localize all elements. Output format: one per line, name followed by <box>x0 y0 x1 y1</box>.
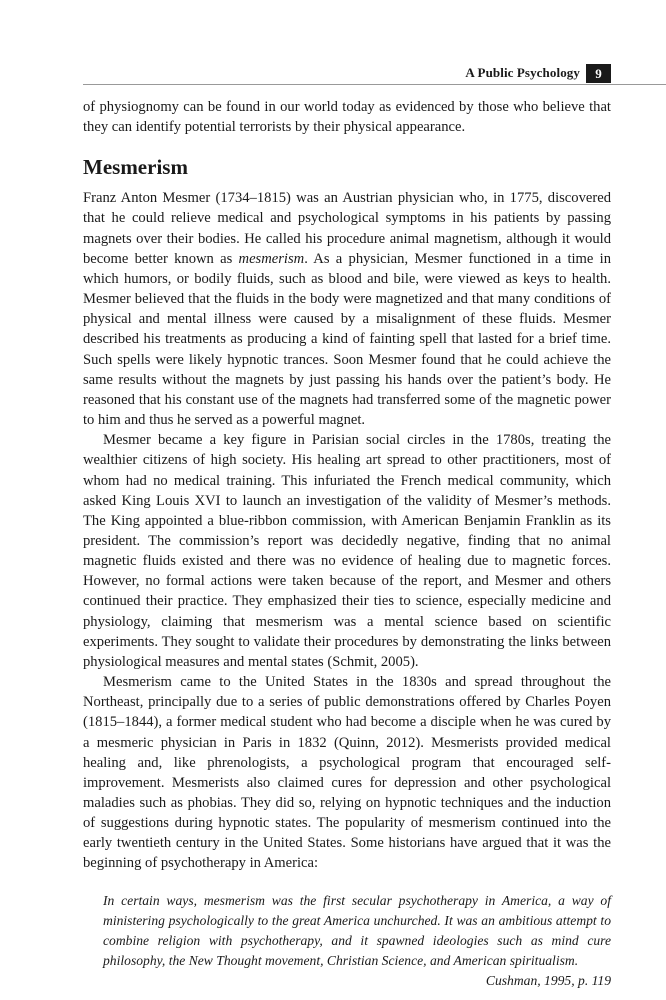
paragraph-1-text-a: Franz Anton Mesmer (1734–1815) was an Austrian physician who, in 1775, discovered that he could relieve medical and psychological symptoms in his patients by passing magnets over their bodies. He called his procedure animal magnetism, although it would become better known as <box>83 190 611 267</box>
page-number: 9 <box>586 64 611 83</box>
running-header <box>83 64 666 85</box>
quote-attribution: Cushman, 1995, p. 119 <box>485 972 611 988</box>
paragraph-1 <box>83 188 611 430</box>
intro-paragraph: of physiognomy can be found in our world today as evidenced by those who believe that they can identify potential terrorists by their physical appearance. <box>83 99 611 136</box>
running-title: A Public Psychology <box>465 65 580 80</box>
paragraph-2: Mesmer became a key figure in Parisian social circles in the 1780s, treating the wealthier citizens of high society. His healing art spread to other practitioners, most of whom had no medical training. This infuriated the French medical community, which asked King Louis XVI to launch an investigation of the validity of Mesmer’s methods. The King appointed a blue-ribbon commission, with American Benjamin Franklin as its president. The commission’s report was decidedly negative, finding that no animal magnetic fluids existed and there was no evidence of healing due to magnetic forces. However, no formal actions were taken because of the report, and Mesmer and others continued their practice. They emphasized their ties to science, especially medicine and physiology, claiming that mesmerism was a mental science based on scientific experiments. They sought to validate their procedures by demonstrating the links between physiological measures and mental states (Schmit, 2005). <box>83 432 611 670</box>
page-body <box>83 97 611 991</box>
paragraph-1-text-b: . As a physician, Mesmer functioned in a time in which humors, or bodily fluids, such as blood and bile, were viewed as keys to health. Mesmer believed that the fluids in the body were magnetized and that many conditions of physical and mental illness were caused by a misalignment of these fluids. Mesmer described his treatments as producing a kind of fainting spell that lasted for a brief time. Such spells were likely hypnotic trances. Soon Mesmer found that he could achieve the same results without the magnets by just passing his hands over the patient’s body. He reasoned that his constant use of the magnets had transferred some of the magnetic power to him and thus he served as a powerful magnet. <box>83 250 612 429</box>
section-heading: Mesmerism <box>83 155 188 180</box>
paragraph-3: Mesmerism came to the United States in the 1830s and spread throughout the Northeast, principally due to a series of public demonstrations offered by Charles Poyen (1815–1844), a former medical student who had become a disciple when he was cured by a mesmeric physician in Paris in 1832 (Quinn, 2012). Mesmerists provided medical healing and, like phrenologists, a psychological program that encouraged self-improvement. Mesmerists also claimed cures for depression and other psychological maladies such as phobias. They did so, relying on hypnotic techniques and the induction of suggestions during hypnotic states. The popularity of mesmerism continued into the early twentieth century in the United States. Some historians have argued that it was the beginning of psychotherapy in America: <box>83 674 611 872</box>
block-quote: In certain ways, mesmerism was the first secular psychotherapy in America, a way of ministering psychologically to the great America unchurched. It was an ambitious attempt to combine religion with psychotherapy, and it spawned ideologies such as mind cure philosophy, the New Thought movement, Christian Science, and American spiritualism. <box>103 892 611 968</box>
emphasis-term: mesmerism <box>238 250 305 267</box>
